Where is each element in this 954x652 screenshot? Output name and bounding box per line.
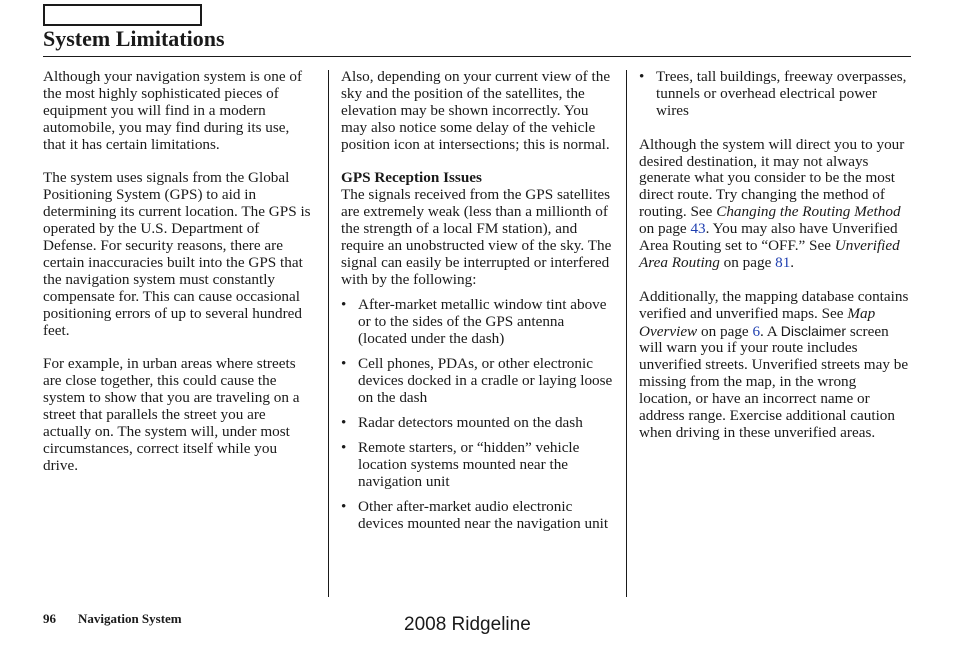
text-run: on page	[719, 253, 776, 271]
list-item	[341, 499, 613, 533]
text-run: screen will warn you if your route includes unverified streets. Unverified streets may be missing from the map, in the wrong location, or have an incorrect name or address range. Exercise additional caution when driving in these unverified areas.	[639, 322, 909, 441]
list-item-text: Radar detectors mounted on the dash	[358, 413, 583, 431]
column-1	[43, 69, 315, 492]
list-item	[341, 415, 613, 432]
list-item-text: Remote starters, or “hidden” vehicle location systems mounted near the navigation unit	[358, 438, 580, 490]
list-item-text: Cell phones, PDAs, or other electronic devices docked in a cradle or laying loose on the dash	[358, 354, 613, 406]
paragraph-elevation: Also, depending on your current view of the sky and the position of the satellites, the elevation may be shown incorrectly. You may also notice some delay of the vehicle position icon at intersections; this is normal.	[341, 68, 611, 153]
cross-reference: Map Overview	[639, 304, 876, 340]
page-link-43[interactable]: 43	[690, 220, 706, 238]
obstruction-list	[639, 69, 911, 120]
screen-name: Disclaimer	[780, 322, 847, 339]
text-run: on page	[639, 220, 691, 238]
section-tab-box	[43, 4, 202, 26]
footer-section-label: Navigation System	[78, 611, 182, 626]
bullet-icon: •	[341, 354, 347, 372]
text-run: on page	[697, 322, 753, 340]
text-run: . You may also have Unverified Area Routing set to “OFF.” See	[639, 220, 898, 255]
text-run: .	[790, 253, 795, 271]
paragraph-gps: The system uses signals from the Global Positioning System (GPS) to aid in determining its current location. The GPS is operated by the U.S. Department of Defense. For security reasons, there are certain inaccuracies built into the GPS that the navigation system must constantly compensate for. This can cause occasional positioning errors of up to several hundred feet.	[43, 169, 311, 339]
title-divider	[43, 56, 911, 57]
text-run: Additionally, the mapping database contains verified and unverified maps. See	[639, 287, 909, 322]
list-item	[639, 69, 911, 120]
list-item-text: Other after-market audio electronic devices mounted near the navigation unit	[358, 497, 609, 532]
page-number: 96	[43, 611, 56, 626]
paragraph-example: For example, in urban areas where streets are close together, this could cause the system to show that you are traveling on a street that parallels the street you are actually on. The system will, under most circumstances, correct itself while you drive.	[43, 355, 300, 474]
bullet-icon: •	[341, 438, 347, 456]
page-title: System Limitations	[43, 26, 225, 51]
bullet-icon: •	[341, 497, 347, 515]
list-item-text: Trees, tall buildings, freeway overpasses, tunnels or overhead electrical power wires	[656, 68, 907, 119]
interference-list	[341, 297, 613, 533]
list-item	[341, 440, 613, 491]
cross-reference: Unverified Area Routing	[639, 237, 900, 271]
list-item-text: After-market metallic window tint above or to the sides of the GPS antenna (located under the dash)	[358, 295, 607, 347]
bullet-icon: •	[341, 413, 347, 431]
column-2	[341, 69, 613, 541]
paragraph-routing	[639, 137, 911, 272]
column-divider-1	[328, 70, 329, 597]
column-3	[639, 69, 911, 459]
page-link-6[interactable]: 6	[752, 322, 761, 340]
column-divider-2	[626, 70, 627, 597]
list-item	[341, 297, 613, 348]
text-run: Although the system will direct you to your desired destination, it may not always generate what you consider to be the most direct route. Try changing the method of routing. See	[639, 135, 905, 221]
paragraph-reception: The signals received from the GPS satellites are extremely weak (less than a millionth of the strength of a local FM station), and require an unobstructed view of the sky. The signal can easily be interrupted or interfered with by the following:	[341, 186, 612, 288]
paragraph-intro: Although your navigation system is one of the most highly sophisticated pieces of equipment you will find in a modern automobile, you may find during its use, that it has certain limitations.	[43, 68, 303, 153]
page-link-81[interactable]: 81	[775, 253, 791, 271]
section-heading: GPS Reception Issues	[341, 169, 482, 187]
list-item	[341, 356, 613, 407]
text-run: . A	[760, 322, 781, 340]
bullet-icon: •	[341, 295, 347, 313]
bullet-icon: •	[639, 68, 645, 85]
paragraph-database	[639, 289, 911, 442]
footer-model-label: 2008 Ridgeline	[404, 614, 531, 635]
cross-reference: Changing the Routing Method	[716, 203, 901, 221]
